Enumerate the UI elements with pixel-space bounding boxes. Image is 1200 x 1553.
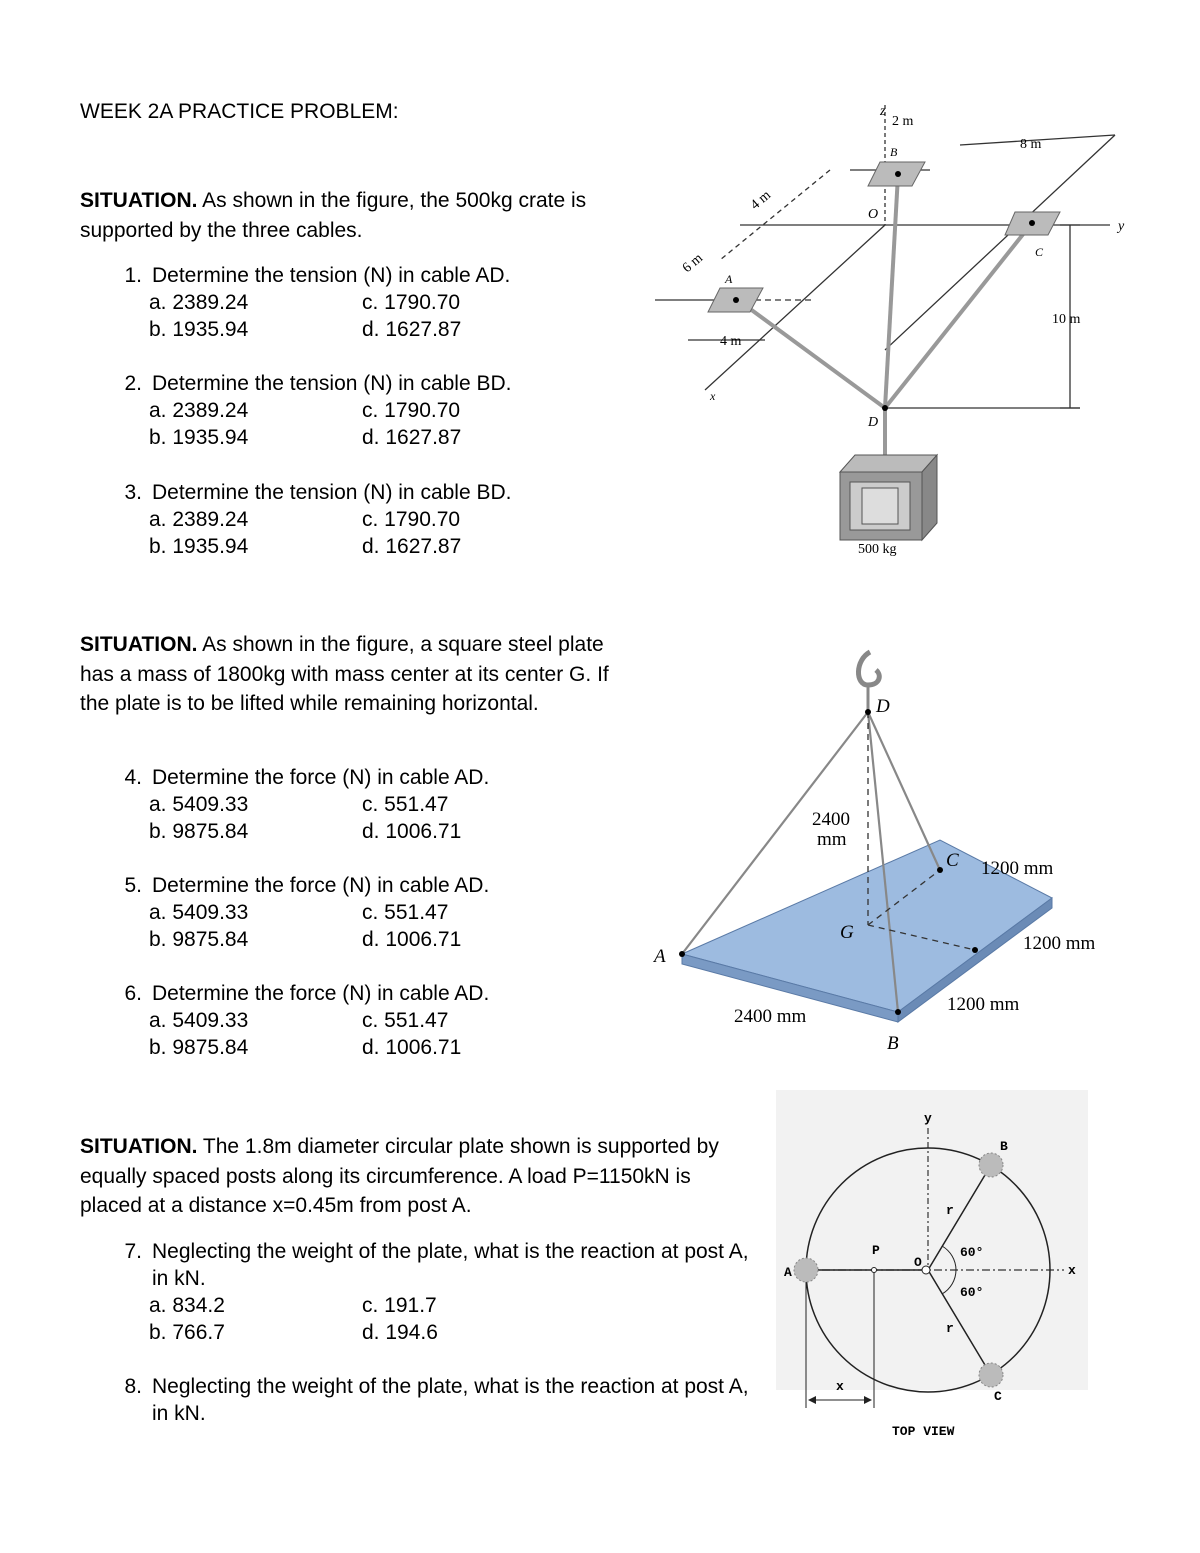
option-a: a. 2389.24	[149, 291, 249, 314]
option-d: d. 1006.71	[362, 820, 462, 843]
label-o: O	[868, 207, 879, 222]
option-b: b. 1935.94	[149, 535, 249, 558]
option-d: d. 194.6	[362, 1321, 438, 1344]
question-number: 3.	[124, 481, 142, 504]
cable-cd	[868, 712, 940, 870]
label-r-bottom: r	[946, 1321, 954, 1336]
option-b: b. 9875.84	[149, 928, 249, 951]
point-c	[937, 867, 943, 873]
option-a: a. 5409.33	[149, 901, 249, 924]
label-g: G	[840, 922, 854, 943]
label-4m-top: 4 m	[747, 187, 774, 214]
label-x-dim: x	[836, 1379, 844, 1394]
question-number: 5.	[124, 874, 142, 897]
point-d	[882, 405, 888, 411]
anchor-b-dot	[895, 171, 901, 177]
option-c: c. 551.47	[362, 901, 449, 924]
label-4m-left: 4 m	[720, 334, 742, 349]
question-number: 1.	[124, 264, 142, 287]
situation-label: SITUATION.	[80, 1135, 198, 1158]
label-r-top: r	[946, 1203, 954, 1218]
figure-circular-plate	[776, 1090, 1096, 1450]
option-b: b. 766.7	[149, 1321, 225, 1344]
figure-caption: TOP VIEW	[892, 1424, 955, 1439]
question-number: 4.	[124, 766, 142, 789]
option-d: d. 1006.71	[362, 1036, 462, 1059]
label-b: B	[887, 1033, 899, 1054]
label-c: C	[1035, 245, 1044, 259]
label-x-axis: x	[1068, 1263, 1076, 1278]
label-c: C	[946, 850, 959, 871]
label-y: y	[1118, 219, 1125, 234]
option-b: b. 1935.94	[149, 318, 249, 341]
option-d: d. 1627.87	[362, 535, 462, 558]
cable-cd	[885, 223, 1032, 408]
situation-label: SITUATION.	[80, 633, 198, 656]
question-stem: Determine the tension (N) in cable BD.	[152, 481, 512, 504]
question-number: 2.	[124, 372, 142, 395]
post-c	[979, 1363, 1003, 1387]
label-8m: 8 m	[1020, 137, 1042, 152]
option-c: c. 551.47	[362, 1009, 449, 1032]
situation-2-text	[80, 630, 620, 719]
label-d: D	[868, 415, 879, 430]
label-o: O	[914, 1255, 922, 1270]
label-mass: 500 kg	[858, 542, 897, 557]
question-stem: Determine the tension (N) in cable BD.	[152, 372, 512, 395]
anchor-c-dot	[1029, 220, 1035, 226]
label-a: A	[654, 946, 666, 967]
question-stem: Determine the force (N) in cable AD.	[152, 874, 490, 897]
option-c: c. 1790.70	[362, 291, 461, 314]
question-stem: Neglecting the weight of the plate, what is the reaction at post A, in kN.	[152, 1375, 749, 1425]
label-10m: 10 m	[1052, 312, 1081, 327]
label-1200-c: 1200 mm	[981, 858, 1054, 879]
situation-label: SITUATION.	[80, 189, 198, 212]
situation-3-text	[80, 1132, 730, 1221]
label-p: P	[872, 1243, 880, 1258]
question-number: 7.	[124, 1240, 142, 1263]
figure-crate-cables	[640, 90, 1140, 570]
label-y: y	[924, 1111, 932, 1126]
label-2400: 2400	[812, 809, 850, 830]
question-stem: Determine the force (N) in cable AD.	[152, 982, 490, 1005]
anchor-a-dot	[733, 297, 739, 303]
point-edge	[972, 947, 978, 953]
situation-1-text	[80, 186, 640, 245]
point-b	[895, 1009, 901, 1015]
option-a: a. 5409.33	[149, 1009, 249, 1032]
option-c: c. 191.7	[362, 1294, 437, 1317]
arrow-left-icon	[808, 1396, 816, 1404]
question-number: 6.	[124, 982, 142, 1005]
cable-ad	[738, 300, 885, 408]
option-d: d. 1627.87	[362, 426, 462, 449]
hook-icon	[858, 652, 879, 685]
label-1200-side: 1200 mm	[1023, 933, 1096, 954]
question-stem: Neglecting the weight of the plate, what is the reaction at post A, in kN.	[152, 1240, 749, 1290]
option-a: a. 2389.24	[149, 399, 249, 422]
option-b: b. 1935.94	[149, 426, 249, 449]
label-1200-b: 1200 mm	[947, 994, 1020, 1015]
point-a	[679, 951, 685, 957]
option-a: a. 2389.24	[149, 508, 249, 531]
label-a: A	[784, 1265, 792, 1280]
post-b	[979, 1153, 1003, 1177]
option-b: b. 9875.84	[149, 1036, 249, 1059]
option-c: c. 551.47	[362, 793, 449, 816]
label-d: D	[876, 696, 890, 717]
dashed-guide	[720, 170, 830, 260]
question-stem: Determine the force (N) in cable AD.	[152, 766, 490, 789]
center-o	[922, 1266, 930, 1274]
option-a: a. 834.2	[149, 1294, 225, 1317]
label-2m: 2 m	[892, 114, 914, 129]
option-a: a. 5409.33	[149, 793, 249, 816]
arrow-right-icon	[864, 1396, 872, 1404]
figure-background	[776, 1090, 1088, 1390]
label-b: B	[1000, 1139, 1008, 1154]
option-c: c. 1790.70	[362, 508, 461, 531]
label-a: A	[725, 272, 733, 286]
label-angle-bottom: 60°	[960, 1285, 984, 1300]
question-stem: Determine the tension (N) in cable AD.	[152, 264, 511, 287]
option-d: d. 1006.71	[362, 928, 462, 951]
point-d	[865, 709, 871, 715]
situation-body: The 1.8m diameter circular plate shown is supported by equally spaced posts along its circumference. A load P=1150kN is placed at a distance x=0.45m from post A.	[80, 1135, 719, 1217]
option-d: d. 1627.87	[362, 318, 462, 341]
question-number: 8.	[124, 1375, 142, 1398]
cable-bd	[885, 175, 898, 408]
figure-square-plate	[640, 640, 1140, 1060]
label-z: z	[880, 104, 886, 119]
label-angle-top: 60°	[960, 1245, 984, 1260]
crate	[840, 455, 937, 540]
option-b: b. 9875.84	[149, 820, 249, 843]
label-mm: mm	[817, 829, 847, 850]
option-c: c. 1790.70	[362, 399, 461, 422]
situation-body: As shown in the figure, the 500kg crate is supported by the three cables.	[80, 189, 587, 242]
label-b: B	[890, 145, 898, 159]
situation-body: As shown in the figure, a square steel plate has a mass of 1800kg with mass center at its center G. If the plate is to be lifted while remaining horizontal.	[80, 633, 609, 715]
label-2400-width: 2400 mm	[734, 1006, 807, 1027]
load-p-point	[872, 1268, 877, 1273]
label-6m: 6 m	[679, 250, 706, 277]
post-a	[794, 1258, 818, 1282]
label-c: C	[994, 1389, 1002, 1404]
label-x: x	[710, 389, 716, 403]
page-title: WEEK 2A PRACTICE PROBLEM:	[80, 100, 399, 123]
